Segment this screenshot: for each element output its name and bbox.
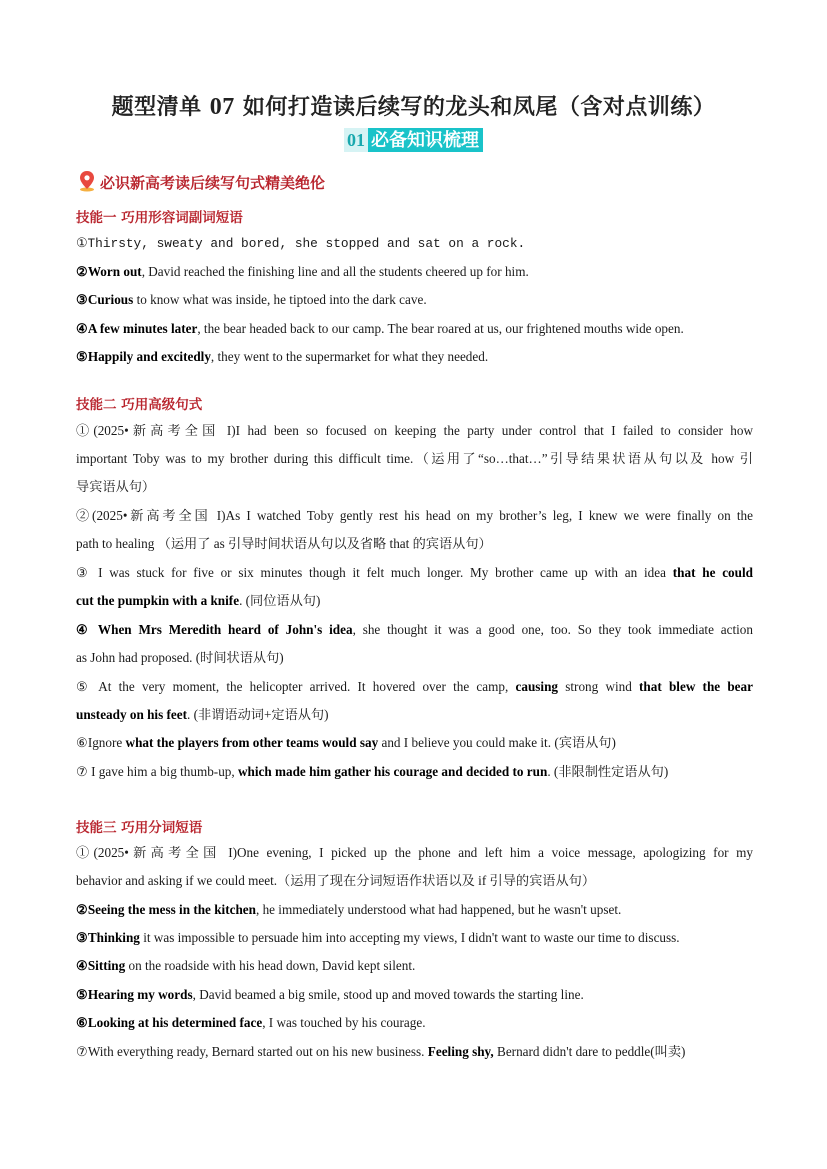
sentence-2-3b xyxy=(76,591,753,611)
section-badge xyxy=(344,128,483,152)
sentence-text: Bernard didn't dare to peddle(叫卖) xyxy=(493,1044,686,1059)
sentence-2-1a: ①(2025•新高考全国 I)I had been so focused on keeping the party under control that I failed to consider how xyxy=(76,423,753,438)
sentence-2-2a: ②(2025•新高考全国 I)As I watched Toby gently rest his head on my brother’s leg, I knew we were finally on the xyxy=(76,508,753,523)
sentence-text: . (非限制性定语从句) xyxy=(547,764,669,779)
sentence-2-5b xyxy=(76,705,753,725)
bold-phrase: ③Curious xyxy=(76,292,134,307)
skill-heading-1: 技能一 巧用形容词副词短语 xyxy=(76,210,243,226)
section-heading xyxy=(78,170,325,196)
sentence-3-3 xyxy=(76,928,753,948)
bold-phrase: that he could xyxy=(672,565,753,580)
sentence-text: , David beamed a big smile, stood up and moved towards the starting line. xyxy=(192,987,584,1002)
sentence-3-7 xyxy=(76,1042,753,1062)
badge-text: 必备知识梳理 xyxy=(371,130,479,151)
sentence-2-5a xyxy=(76,677,753,697)
sentence-3-1b: behavior and asking if we could meet.（运用了现在分词短语作状语以及 if 引导的宾语从句） xyxy=(76,873,596,888)
bold-phrase: ⑥Looking at his determined face xyxy=(76,1015,263,1030)
sentence-text: , the bear headed back to our camp. The bear roared at us, our frightened mouths wide open. xyxy=(197,321,684,336)
sentence-text: to know what was inside, he tiptoed into the dark cave. xyxy=(133,292,427,307)
section-badge-row xyxy=(0,128,827,152)
sentence-text: , I was touched by his courage. xyxy=(262,1015,426,1030)
skill-heading-3: 技能三 巧用分词短语 xyxy=(76,820,203,836)
sentence-3-2 xyxy=(76,900,753,920)
bold-phrase: ④Sitting xyxy=(76,958,126,973)
page-title xyxy=(0,90,827,121)
sentence-2-7 xyxy=(76,762,753,782)
bold-phrase: ③Thinking xyxy=(76,930,140,945)
bold-phrase: causing xyxy=(515,679,559,694)
sentence-text: ③ I was stuck for five or six minutes though it felt much longer. My brother came up with an idea xyxy=(76,565,673,580)
bold-phrase: ⑤Hearing my words xyxy=(76,987,193,1002)
bold-phrase: what the players from other teams would say xyxy=(125,735,379,750)
badge-number: 01 xyxy=(344,128,368,152)
title-text: 如何打造读后续写的龙头和凤尾（含对点训练） xyxy=(234,95,716,120)
title-number: 07 xyxy=(209,94,235,120)
sentence-3-4 xyxy=(76,956,753,976)
bold-phrase: which made him gather his courage and decided to run xyxy=(238,764,548,779)
sentence-text: strong wind xyxy=(558,679,640,694)
sentence-text: . (同位语从句) xyxy=(239,593,321,608)
bold-phrase: ⑤Happily and excitedly xyxy=(76,349,211,364)
bold-phrase: unsteady on his feet xyxy=(76,707,188,722)
sentence-text: ⑦ I gave him a big thumb-up, xyxy=(76,764,238,779)
bold-phrase: cut the pumpkin with a knife xyxy=(76,593,240,608)
sentence-3-5 xyxy=(76,985,753,1005)
sentence-1-1: ①Thirsty, sweaty and bored, she stopped and sat on a rock. xyxy=(76,236,526,251)
sentence-1-5 xyxy=(76,347,753,367)
sentence-2-4a xyxy=(76,620,753,640)
section-heading-text: 必识新高考读后续写句式精美绝伦 xyxy=(100,174,326,192)
sentence-text: it was impossible to persuade him into accepting my views, I didn't want to waste our time to discuss. xyxy=(139,930,680,945)
sentence-text: , they went to the supermarket for what they needed. xyxy=(210,349,489,364)
sentence-text: , she thought it was a good one, too. So they took immediate action xyxy=(352,622,753,637)
sentence-2-1c: 导宾语从句） xyxy=(76,479,156,494)
sentence-text: ⑤ At the very moment, the helicopter arrived. It hovered over the camp, xyxy=(76,679,516,694)
bold-phrase: Feeling shy, xyxy=(427,1044,494,1059)
bold-phrase: that blew the bear xyxy=(639,679,753,694)
sentence-1-3 xyxy=(76,290,753,310)
sentence-1-2 xyxy=(76,262,753,282)
sentence-text: ⑥Ignore xyxy=(76,735,126,750)
bold-phrase: ④A few minutes later xyxy=(76,321,198,336)
bold-phrase: ④ When Mrs Meredith heard of John's idea xyxy=(76,622,353,637)
skill-heading-2: 技能二 巧用高级句式 xyxy=(76,397,203,413)
sentence-text: , he immediately understood what had happened, but he wasn't upset. xyxy=(255,902,622,917)
sentence-text: ⑦With everything ready, Bernard started out on his new business. xyxy=(76,1044,428,1059)
title-prefix: 题型清单 xyxy=(111,95,210,120)
sentence-3-1a: ①(2025•新高考全国 I)One evening, I picked up the phone and left him a voice message, apologizing for my xyxy=(76,845,753,860)
sentence-text: on the roadside with his head down, David kept silent. xyxy=(125,958,416,973)
sentence-text: . (非谓语动词+定语从句) xyxy=(187,707,329,722)
bold-phrase: ②Worn out xyxy=(76,264,142,279)
sentence-2-3a xyxy=(76,563,753,583)
sentence-text: and I believe you could make it. (宾语从句) xyxy=(378,735,616,750)
sentence-3-6 xyxy=(76,1013,753,1033)
sentence-2-6 xyxy=(76,733,753,753)
bold-phrase: ②Seeing the mess in the kitchen xyxy=(76,902,256,917)
sentence-text: , David reached the finishing line and all the students cheered up for him. xyxy=(141,264,529,279)
sentence-1-4 xyxy=(76,319,753,339)
sentence-2-2b: path to healing （运用了 as 引导时间状语从句以及省略 that 的宾语从句） xyxy=(76,536,492,551)
sentence-2-1b: important Toby was to my brother during this difficult time.（运用了“so…that…”引导结果状语从句以及 how 引 xyxy=(76,451,753,466)
location-pin-icon xyxy=(78,170,96,196)
sentence-2-4b: as John had proposed. (时间状语从句) xyxy=(76,650,284,665)
